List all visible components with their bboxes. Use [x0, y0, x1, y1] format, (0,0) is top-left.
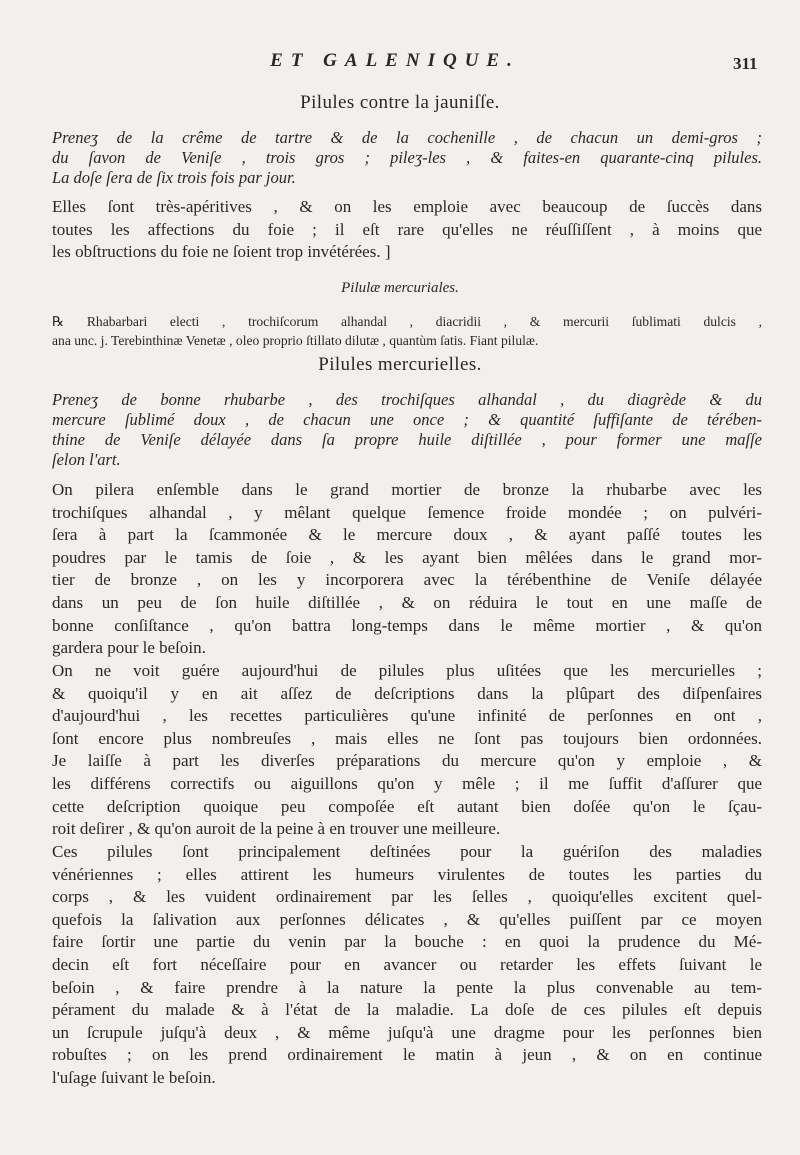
paragraph-line: cette deſcription quoique peu compoſée eſt autant bien doſée qu'on le ſçau-: [52, 796, 762, 816]
paragraph-line: ſera à part la ſcammonée & le mercure doux , & ayant paſſé toutes les: [52, 525, 762, 545]
paragraph-usage: [52, 660, 762, 841]
recipe-jaunisse: [52, 128, 762, 188]
paragraph-line: dans un peu de ſon huile diſtillée , & on réduira le tout en une maſſe de: [52, 592, 762, 612]
paragraph-line: les différens correctifs ou aiguillons qu'on y mêle ; il me ſuffit d'aſſurer que: [52, 773, 762, 793]
paragraph-line: gardera pour le beſoin.: [52, 638, 206, 658]
paragraph-line: les obſtructions du foie ne ſoient trop invétérées. ]: [52, 242, 391, 262]
paragraph-line: On pilera enſemble dans le grand mortier de bronze la rhubarbe avec les: [52, 480, 762, 499]
recipe-line: mercure ſublimé doux , de chacun une once ; & quantité ſuffiſante de térében-: [52, 410, 762, 429]
recipe-line: La doſe ſera de ſix trois fois par jour.: [52, 168, 296, 187]
latin-recipe: [52, 312, 762, 350]
paragraph-line: toutes les affections du foie ; il eſt rare qu'elles ne réuſſiſſent , à moins que: [52, 219, 762, 239]
paragraph-line: & quoiqu'il y en ait aſſez de deſcriptions dans la plûpart des diſpenſaires: [52, 683, 762, 703]
running-head: ET GALENIQUE.: [270, 50, 520, 71]
paragraph-line: decin eſt fort néceſſaire pour en avancer ou retarder les effets ſuivant le: [52, 954, 762, 974]
recipe-line: Preneʒ de la crême de tartre & de la cochenille , de chacun un demi-gros ;: [52, 128, 762, 147]
paragraph-indications: [52, 841, 762, 1090]
paragraph-line: beſoin , & faire prendre à la nature la pente la plus convenable au tem-: [52, 977, 762, 997]
paragraph-line: tier de bronze , on les y incorporera avec la térébenthine de Veniſe délayée: [52, 570, 762, 590]
paragraph-line: trochiſques alhandal , y mêlant quelque ſemence froide mondée ; on pulvéri-: [52, 502, 762, 522]
paragraph-line: bonne conſiſtance , qu'on battra long-temps dans le même mortier , & qu'on: [52, 615, 762, 635]
paragraph-line: vénériennes ; elles attirent les humeurs virulentes de toutes les parties du: [52, 864, 762, 884]
paragraph-line: roit deſirer , & qu'on auroit de la peine à en trouver une meilleure.: [52, 819, 501, 839]
section-title-jaunisse: Pilules contre la jauniſſe.: [300, 92, 500, 113]
latin-line: ℞ Rhabarbari electi , trochiſcorum alhandal , diacridii , & mercurii ſublimati dulcis ,: [52, 314, 762, 329]
paragraph-line: l'uſage ſuivant le beſoin.: [52, 1067, 216, 1087]
recipe-line: du ſavon de Veniſe , trois gros ; pileʒ-les , & faites-en quarante-cinq pilules.: [52, 148, 762, 167]
paragraph-line: quefois la ſalivation aux perſonnes délicates , & qu'elles puiſſent par ce moyen: [52, 909, 762, 929]
latin-title: Pilulæ mercuriales.: [341, 280, 459, 296]
paragraph-line: d'aujourd'hui , les recettes particulières qu'une infinité de perſonnes en ont ,: [52, 706, 762, 726]
recipe-line: Preneʒ de bonne rhubarbe , des trochiſques alhandal , du diagrède & du: [52, 390, 762, 409]
paragraph-line: corps , & les vuident ordinairement par les ſelles , quoiqu'elles excitent quel-: [52, 887, 762, 907]
paragraph-preparation: [52, 479, 762, 660]
page-number: 311: [733, 54, 758, 73]
paragraph-line: On ne voit guére aujourd'hui de pilules plus uſitées que les mercurielles ;: [52, 661, 762, 680]
recipe-mercurielles: [52, 390, 762, 470]
paragraph-line: pérament du malade & à l'état de la maladie. La doſe de ces pilules eſt depuis: [52, 1000, 762, 1020]
section-title-mercurielles: Pilules mercurielles.: [318, 354, 482, 375]
paragraph-line: Elles ſont très-apéritives , & on les emploie avec beaucoup de ſuccès dans: [52, 197, 762, 216]
paragraph-jaunisse: [52, 196, 762, 264]
paragraph-line: robuſtes ; on les prend ordinairement le matin à jeun , & on en continue: [52, 1045, 762, 1065]
recipe-line: ſelon l'art.: [52, 450, 121, 469]
latin-line: ana unc. j. Terebinthinæ Venetæ , oleo proprio ſtillato dilutæ , quantùm ſatis. Fiant pilulæ.: [52, 333, 539, 348]
paragraph-line: ſont encore plus nombreuſes , mais elles ne ſont pas toujours bien ordonnées.: [52, 728, 762, 748]
paragraph-line: poudres par le tamis de ſoie , & les ayant bien mêlées dans le grand mor-: [52, 547, 762, 567]
paragraph-line: un ſcrupule juſqu'à deux , & même juſqu'à une dragme pour les perſonnes bien: [52, 1022, 762, 1042]
paragraph-line: Je laiſſe à part les diverſes préparations du mercure qu'on y emploie , &: [52, 751, 762, 771]
paragraph-line: Ces pilules ſont principalement deſtinées pour la guériſon des maladies: [52, 842, 762, 861]
paragraph-line: faire ſortir une partie du venin par la bouche : en quoi la prudence du Mé-: [52, 932, 762, 952]
recipe-line: thine de Veniſe délayée dans ſa propre huile diſtillée , pour former une maſſe: [52, 430, 762, 449]
